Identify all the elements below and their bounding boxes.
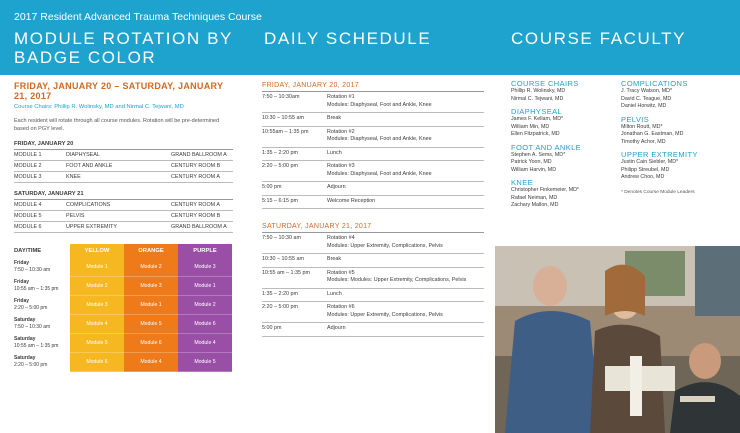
schedule-description	[327, 115, 484, 123]
module-row	[14, 172, 233, 183]
faculty-name: Andrew Choo, MD	[621, 174, 665, 180]
grid-cell-orange: Module 6	[124, 334, 178, 353]
schedule-description	[327, 150, 484, 158]
grid-daytime	[14, 353, 70, 372]
workshop-photo-illustration	[495, 246, 740, 433]
faculty-left-list	[511, 79, 616, 210]
schedule-item-title: Rotation #2	[327, 128, 355, 135]
module-topic: FOOT AND ANKLE	[66, 163, 113, 169]
schedule-item-title: Break	[327, 256, 342, 262]
rotation-intro: Each resident will rotate through all course modules. Rotation will be pre-determined based on PGY level.	[14, 118, 220, 132]
grid-day: Saturday	[14, 336, 36, 342]
rotation-column	[14, 75, 233, 233]
schedule-item-detail: Modules: Upper Extremity, Complications, Pelvis	[327, 311, 443, 318]
schedule-row	[262, 289, 484, 303]
grid-cell-orange: Module 2	[124, 258, 178, 277]
grid-day: Friday	[14, 279, 30, 285]
faculty-note: * Denotes Course Module Leaders	[621, 189, 695, 195]
module-topic: PELVIS	[66, 213, 85, 219]
schedule-description	[327, 304, 484, 319]
faculty-name: Justin Cain Siebler, MD*	[621, 159, 679, 165]
workshop-photo	[495, 246, 740, 433]
schedule-item-title: Lunch	[327, 149, 342, 156]
faculty-category: UPPER EXTREMITY	[621, 150, 698, 159]
faculty-right-list	[621, 79, 736, 182]
faculty-name: David C. Teague, MD	[621, 95, 672, 102]
schedule-time: 5:15 – 6:15 pm	[262, 197, 298, 204]
grid-cell-orange: Module 1	[124, 296, 178, 315]
faculty-name: Milton Routt, MD*	[621, 123, 663, 130]
faculty-name: Nirmal C. Tejwani, MD	[511, 95, 564, 102]
module-room: CENTURY ROOM A	[171, 174, 220, 180]
grid-row	[14, 258, 233, 277]
grid-daytime	[14, 277, 70, 296]
grid-row	[14, 315, 233, 334]
schedule-row	[262, 268, 484, 289]
grid-rows	[14, 258, 233, 372]
schedule-description	[327, 198, 484, 206]
grid-header-daytime: DAY/TIME	[14, 248, 42, 254]
faculty-name: Christopher Finkemeier, MD*	[511, 187, 579, 193]
grid-cell-purple: Module 1	[178, 277, 232, 296]
schedule-item-detail: Modules: Diaphyseal, Foot and Ankle, Knee	[327, 136, 432, 142]
faculty-category: KNEE	[511, 178, 534, 187]
module-room: CENTURY ROOM B	[171, 213, 221, 219]
grid-header-purple: PURPLE	[178, 244, 232, 258]
schedule-item-title: Rotation #4	[327, 235, 355, 241]
faculty-name: James F. Kellam, MD*	[511, 116, 564, 122]
module-day-heading: FRIDAY, JANUARY 20	[14, 141, 233, 150]
module-row	[14, 222, 233, 233]
faculty-name: Rafael Neiman, MD	[511, 194, 558, 201]
grid-daytime	[14, 334, 70, 353]
schedule-item-title: Welcome Reception	[327, 197, 376, 204]
faculty-name: Ellen Fitzpatrick, MD	[511, 131, 560, 137]
schedule-time: 7:50 – 10:30am	[262, 94, 300, 100]
grid-cell-purple: Module 2	[178, 296, 232, 315]
module-topic: UPPER EXTREMITY	[66, 224, 117, 230]
schedule-section-title: DAILY SCHEDULE	[264, 29, 432, 48]
module-row	[14, 150, 233, 161]
schedule-description	[327, 235, 484, 250]
rotation-section-title: MODULE ROTATION BY BADGE COLOR	[14, 29, 233, 67]
grid-cell-purple: Module 4	[178, 334, 232, 353]
schedule-item-title: Break	[327, 115, 342, 121]
faculty-category: PELVIS	[621, 114, 650, 124]
grid-row	[14, 296, 233, 315]
module-number: MODULE 4	[14, 202, 42, 208]
grid-header-yellow: YELLOW	[70, 244, 124, 258]
module-room: GRAND BALLROOM A	[171, 224, 227, 230]
faculty-name: Stephen A. Sems, MD*	[511, 151, 566, 158]
grid-cell-orange: Module 3	[124, 277, 178, 296]
grid-time: 10:55 am – 1:35 pm	[14, 342, 59, 349]
schedule-description	[327, 129, 484, 144]
schedule-item-title: Lunch	[327, 290, 342, 297]
grid-cell-yellow: Module 6	[70, 353, 124, 372]
schedule-item-detail: Modules: Diaphyseal, Foot and Ankle, Knee	[327, 170, 432, 177]
schedule-row	[262, 161, 484, 182]
grid-day: Saturday	[14, 317, 36, 323]
faculty-name: Timothy Achor, MD	[621, 138, 666, 145]
schedule-row	[262, 92, 484, 113]
course-chairs-line: Course Chairs: Phillip R. Wolinsky, MD and Nirmal C. Tejwani, MD	[14, 104, 184, 110]
faculty-name: Philipp Streubel, MD	[621, 166, 670, 173]
module-room: CENTURY ROOM B	[171, 163, 221, 169]
module-number: MODULE 3	[14, 174, 42, 180]
faculty-column-right	[621, 75, 736, 195]
grid-cell-yellow: Module 1	[70, 258, 124, 277]
grid-time: 10:55 am – 1:35 pm	[14, 285, 59, 292]
module-room: CENTURY ROOM A	[171, 202, 220, 208]
module-number: MODULE 1	[14, 152, 42, 158]
schedule-time: 10:30 – 10:55 am	[262, 256, 304, 262]
faculty-column-left	[511, 75, 616, 210]
grid-day: Friday	[14, 298, 30, 304]
schedule-day-heading: SATURDAY, JANUARY 21, 2017	[262, 223, 484, 233]
grid-cell-orange: Module 5	[124, 315, 178, 334]
grid-daytime	[14, 258, 70, 277]
grid-daytime	[14, 296, 70, 315]
module-topic: DIAPHYSEAL	[66, 152, 100, 158]
schedule-description	[327, 94, 484, 109]
schedule-item-title: Adjourn	[327, 325, 346, 331]
schedule-row	[262, 233, 484, 254]
grid-time: 2:20 – 5:00 pm	[14, 361, 48, 368]
schedule-time: 1:35 – 2:20 pm	[262, 149, 298, 156]
schedule-item-detail: Modules: Diaphyseal, Foot and Ankle, Knee	[327, 101, 432, 108]
grid-time: 7:50 – 10:30 am	[14, 266, 51, 273]
module-number: MODULE 5	[14, 213, 42, 219]
grid-cell-yellow: Module 3	[70, 296, 124, 315]
module-row	[14, 211, 233, 222]
schedule-row	[262, 254, 484, 268]
schedule-item-title: Rotation #5	[327, 269, 355, 276]
schedule-description	[327, 270, 484, 285]
schedule-column	[262, 75, 484, 337]
module-topic: KNEE	[66, 174, 81, 180]
schedule-description	[327, 256, 484, 264]
faculty-category: COMPLICATIONS	[621, 79, 688, 88]
module-topic: COMPLICATIONS	[66, 202, 111, 208]
faculty-category: DIAPHYSEAL	[511, 107, 563, 116]
grid-header	[14, 244, 233, 258]
faculty-section-title: COURSE FACULTY	[511, 29, 687, 48]
schedule-item-detail: Modules: Modules: Upper Extremity, Complications, Pelvis	[327, 277, 467, 283]
schedule-description	[327, 184, 484, 192]
module-row	[14, 161, 233, 172]
schedule-row	[262, 148, 484, 162]
schedule-time: 5:00 pm	[262, 184, 282, 190]
grid-time: 2:20 – 5:00 pm	[14, 304, 48, 311]
faculty-name: Patrick Yoon, MD	[511, 159, 552, 165]
grid-cell-purple: Module 6	[178, 315, 232, 334]
schedule-item-title: Adjourn	[327, 184, 346, 190]
module-day-heading: SATURDAY, JANUARY 21	[14, 191, 233, 200]
schedule-row	[262, 182, 484, 196]
badge-color-grid	[14, 244, 233, 372]
schedule-row	[262, 302, 484, 323]
grid-cell-yellow: Module 4	[70, 315, 124, 334]
module-number: MODULE 6	[14, 224, 42, 230]
faculty-name: Phillip R. Wolinsky, MD	[511, 88, 566, 94]
schedule-item-title: Rotation #6	[327, 304, 355, 310]
schedule-row	[262, 127, 484, 148]
schedule-item-title: Rotation #1	[327, 94, 355, 100]
schedule-time: 2:20 – 5:00 pm	[262, 304, 298, 310]
schedule-row	[262, 196, 484, 210]
schedule-time: 2:20 – 5:00 pm	[262, 163, 298, 169]
schedule-time: 10:30 – 10:55 am	[262, 115, 304, 121]
schedule-time: 7:50 – 10:30 am	[262, 235, 301, 241]
module-number: MODULE 2	[14, 163, 42, 169]
schedule-time: 10:55 am – 1:35 pm	[262, 269, 310, 276]
grid-cell-purple: Module 3	[178, 258, 232, 277]
schedule-day-heading: FRIDAY, JANUARY 20, 2017	[262, 82, 484, 92]
schedule-days	[262, 82, 484, 337]
grid-day: Saturday	[14, 355, 36, 361]
faculty-category: COURSE CHAIRS	[511, 79, 579, 88]
schedule-time: 1:35 – 2:20 pm	[262, 290, 298, 297]
schedule-description	[327, 325, 484, 333]
grid-row	[14, 334, 233, 353]
grid-row	[14, 353, 233, 372]
grid-time: 7:50 – 10:30 am	[14, 323, 51, 330]
grid-cell-purple: Module 5	[178, 353, 232, 372]
faculty-category: FOOT AND ANKLE	[511, 142, 582, 152]
grid-row	[14, 277, 233, 296]
schedule-description	[327, 291, 484, 299]
grid-cell-orange: Module 4	[124, 353, 178, 372]
schedule-row	[262, 113, 484, 127]
faculty-name: Daniel Horwitz, MD	[621, 103, 667, 109]
grid-daytime	[14, 315, 70, 334]
module-room: GRAND BALLROOM A	[171, 152, 227, 158]
faculty-name: William Harvin, MD	[511, 166, 557, 173]
faculty-name: Zachary Mallon, MD	[511, 202, 559, 208]
schedule-time: 10:55am – 1:35 pm	[262, 128, 309, 135]
schedule-item-title: Rotation #3	[327, 163, 355, 169]
faculty-name: Jonathan G. Eastman, MD	[621, 131, 684, 137]
module-day-lists	[14, 141, 233, 233]
grid-cell-yellow: Module 2	[70, 277, 124, 296]
grid-header-orange: ORANGE	[124, 244, 178, 258]
course-title: 2017 Resident Advanced Trauma Techniques Course	[14, 11, 262, 23]
faculty-name: William Min, MD	[511, 123, 550, 130]
rotation-date-range: FRIDAY, JANUARY 20 – SATURDAY, JANUARY 21, 2017	[14, 81, 224, 101]
schedule-row	[262, 323, 484, 337]
header-banner	[0, 0, 740, 75]
faculty-name: J. Tracy Watson, MD*	[621, 88, 673, 94]
grid-day: Friday	[14, 260, 30, 266]
schedule-time: 5:00 pm	[262, 325, 282, 331]
schedule-description	[327, 163, 484, 178]
schedule-item-detail: Modules: Upper Extremity, Complications, Pelvis	[327, 242, 443, 249]
grid-cell-yellow: Module 5	[70, 334, 124, 353]
module-row	[14, 200, 233, 211]
